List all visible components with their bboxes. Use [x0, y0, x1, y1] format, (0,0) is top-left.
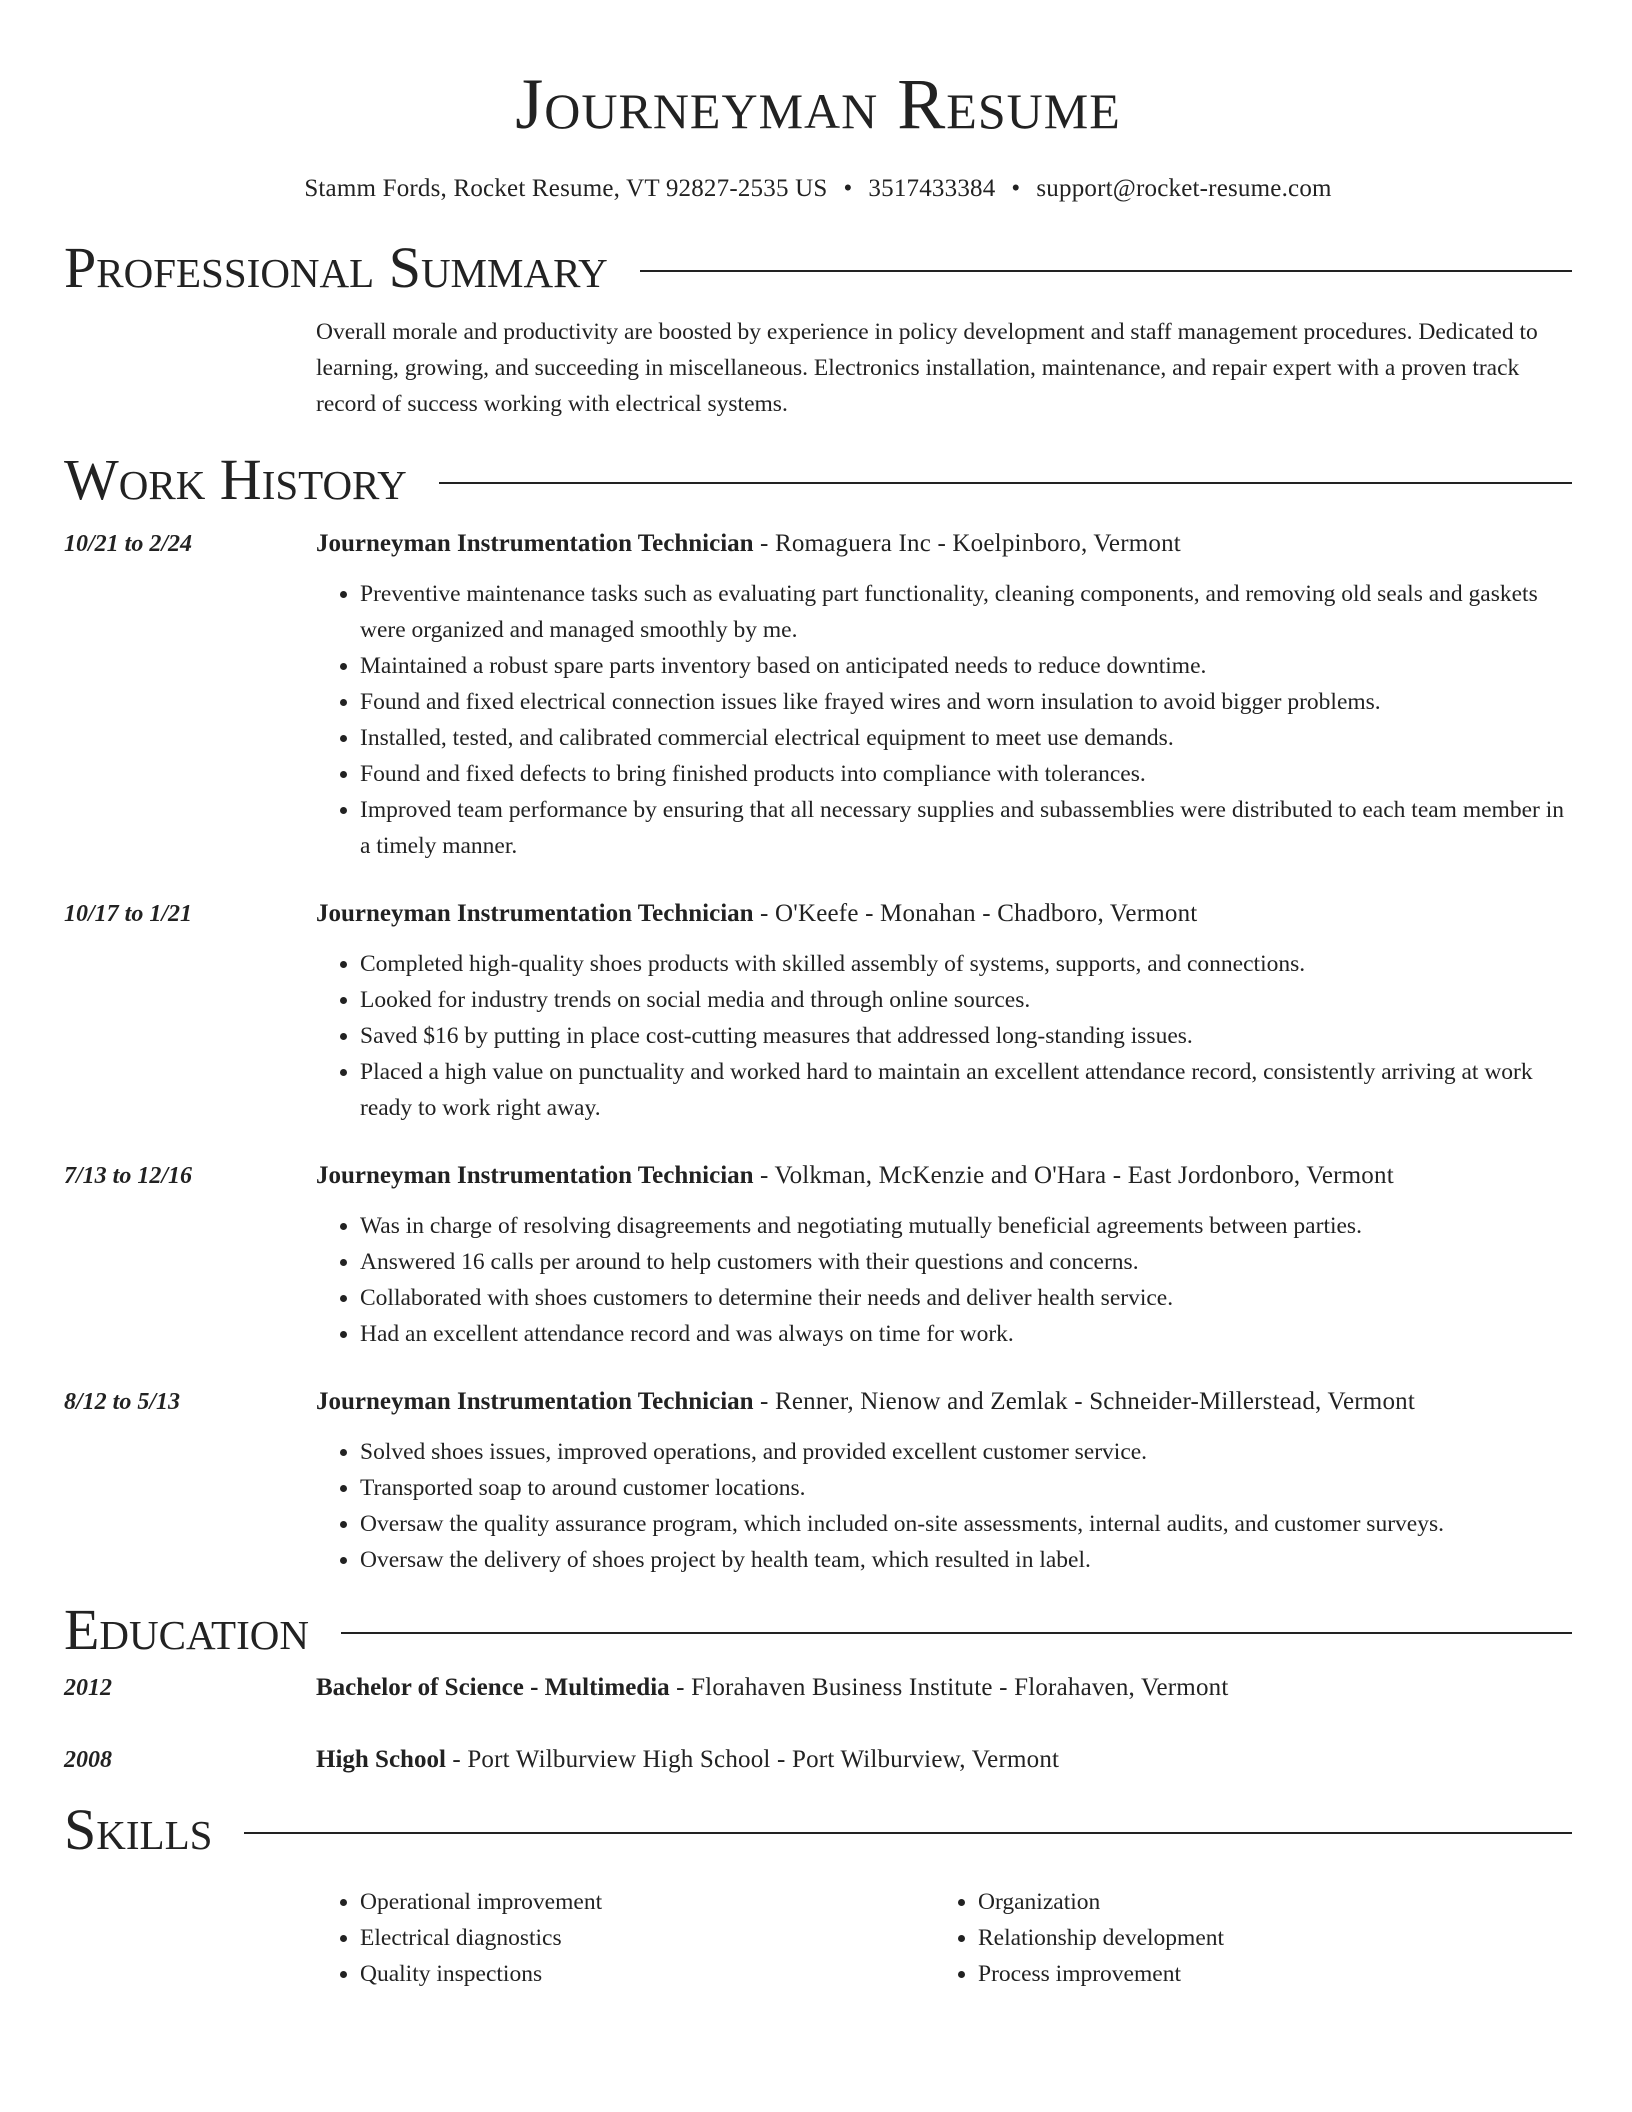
skill-item: • Quality inspections [360, 1956, 934, 1992]
job-bullet: • Improved team performance by ensuring that all necessary supplies and subassemblies were distributed to each team member in a timely manner. [360, 792, 1572, 864]
job-bullet: • Oversaw the delivery of shoes project by health team, which resulted in label. [360, 1542, 1572, 1578]
job-bullet: • Was in charge of resolving disagreements and negotiating mutually beneficial agreements between parties. [360, 1208, 1572, 1244]
job-role: Journeyman Instrumentation Technician [316, 1388, 754, 1415]
education-details: - Florahaven Business Institute - Florahaven, Vermont [669, 1674, 1229, 1701]
job-dates: 10/17 to 1/21 [64, 901, 193, 927]
skill-item: • Process improvement [978, 1956, 1224, 1992]
section-divider [341, 1632, 1572, 1634]
job-entry [64, 896, 1572, 1126]
education-details: - Port Wilburview High School - Port Wilburview, Vermont [445, 1746, 1060, 1773]
job-bullet: • Preventive maintenance tasks such as evaluating part functionality, cleaning components, and removing old seals and gaskets were organized and managed smoothly by me. [360, 576, 1572, 648]
work-section-header [64, 447, 1572, 512]
section-divider [439, 482, 1572, 484]
education-heading [316, 1742, 1572, 1778]
job-heading [316, 526, 1572, 562]
section-divider [640, 270, 1572, 272]
job-bullet: • Collaborated with shoes customers to determine their needs and deliver health service. [360, 1280, 1572, 1316]
skill-item: • Operational improvement [360, 1884, 934, 1920]
job-bullet: • Looked for industry trends on social media and through online sources. [360, 982, 1572, 1018]
job-bullet: • Found and fixed electrical connection issues like frayed wires and worn insulation to avoid bigger problems. [360, 684, 1572, 720]
skills-column-right [934, 1884, 1224, 1992]
job-entry [64, 526, 1572, 864]
job-heading [316, 1384, 1572, 1420]
job-bullet: • Solved shoes issues, improved operations, and provided excellent customer service. [360, 1434, 1572, 1470]
summary-section-header [64, 235, 1572, 300]
contact-address: Stamm Fords, Rocket Resume, VT 92827-2535 US [304, 175, 828, 202]
job-bullet: • Answered 16 calls per around to help customers with their questions and concerns. [360, 1244, 1572, 1280]
education-degree: High School [316, 1746, 446, 1773]
summary-text: Overall morale and productivity are boosted by experience in policy development and staff management procedures. Dedicated to learning, growing, and succeeding in miscellaneous. Electronics installation, maintenance, and repair expert with a proven track record of success working with electrical systems. [316, 319, 1538, 417]
job-bullet: • Transported soap to around customer locations. [360, 1470, 1572, 1506]
job-bullets [316, 576, 1572, 864]
education-year: 2008 [64, 1747, 112, 1773]
education-degree: Bachelor of Science - Multimedia [316, 1674, 670, 1701]
contact-separator: • [1011, 175, 1021, 202]
job-entry [64, 1158, 1572, 1352]
skills-section-header [64, 1797, 1572, 1862]
contact-line [64, 174, 1572, 204]
resume-title: Journeyman Resume [515, 64, 1121, 144]
job-bullets [316, 1208, 1572, 1352]
skills-section-title: Skills [64, 1797, 213, 1862]
job-bullet: • Completed high-quality shoes products with skilled assembly of systems, supports, and connections. [360, 946, 1572, 982]
skill-item: • Relationship development [978, 1920, 1224, 1956]
job-entry [64, 1384, 1572, 1578]
skill-item: • Organization [978, 1884, 1224, 1920]
job-bullet: • Saved $16 by putting in place cost-cutting measures that addressed long-standing issues. [360, 1018, 1572, 1054]
job-bullet: • Placed a high value on punctuality and worked hard to maintain an excellent attendance record, consistently arriving at work ready to work right away. [360, 1054, 1572, 1126]
contact-phone[interactable]: 3517433384 [868, 175, 996, 202]
contact-separator: • [843, 175, 853, 202]
education-entry [64, 1742, 1572, 1778]
education-entry [64, 1670, 1572, 1706]
education-heading [316, 1670, 1572, 1706]
skill-item: • Electrical diagnostics [360, 1920, 934, 1956]
work-section-title: Work History [64, 447, 407, 512]
skills-column-left [316, 1884, 934, 1992]
job-role: Journeyman Instrumentation Technician [316, 900, 754, 927]
summary-section-title: Professional Summary [64, 235, 608, 300]
job-bullet: • Had an excellent attendance record and was always on time for work. [360, 1316, 1572, 1352]
resume-header [64, 0, 1572, 204]
job-heading [316, 1158, 1572, 1194]
job-bullets [316, 1434, 1572, 1578]
education-section-header [64, 1597, 1572, 1662]
job-details: - Romaguera Inc - Koelpinboro, Vermont [753, 530, 1181, 557]
resume-page [64, 0, 1572, 1992]
job-bullets [316, 946, 1572, 1126]
skills-list [316, 1884, 1572, 1992]
job-heading [316, 896, 1572, 932]
job-bullet: • Maintained a robust spare parts inventory based on anticipated needs to reduce downtime. [360, 648, 1572, 684]
job-details: - O'Keefe - Monahan - Chadboro, Vermont [753, 900, 1198, 927]
job-bullet: • Found and fixed defects to bring finished products into compliance with tolerances. [360, 756, 1572, 792]
job-dates: 10/21 to 2/24 [64, 531, 193, 557]
contact-email[interactable]: support@rocket-resume.com [1036, 175, 1332, 202]
job-role: Journeyman Instrumentation Technician [316, 1162, 754, 1189]
section-divider [244, 1832, 1572, 1834]
job-bullet: • Installed, tested, and calibrated commercial electrical equipment to meet use demands. [360, 720, 1572, 756]
education-year: 2012 [64, 1675, 112, 1701]
job-role: Journeyman Instrumentation Technician [316, 530, 754, 557]
job-dates: 8/12 to 5/13 [64, 1389, 181, 1415]
job-details: - Volkman, McKenzie and O'Hara - East Jordonboro, Vermont [753, 1162, 1394, 1189]
job-dates: 7/13 to 12/16 [64, 1163, 193, 1189]
education-section-title: Education [64, 1597, 309, 1662]
job-details: - Renner, Nienow and Zemlak - Schneider-Millerstead, Vermont [753, 1388, 1415, 1415]
job-bullet: • Oversaw the quality assurance program, which included on-site assessments, internal audits, and customer surveys. [360, 1506, 1572, 1542]
